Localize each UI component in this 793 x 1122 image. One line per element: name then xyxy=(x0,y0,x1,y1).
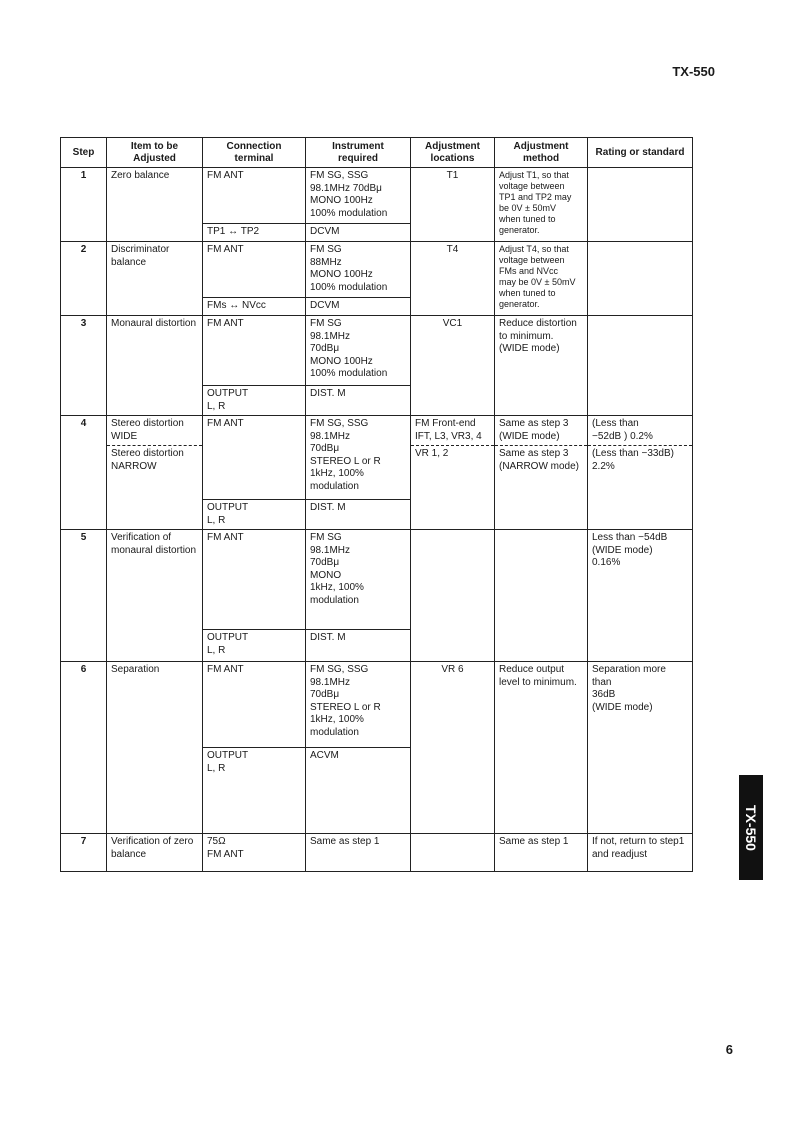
connection-terminal: FM ANT xyxy=(203,416,306,500)
instrument-required: FM SG, SSG 98.1MHz 70dBμ STEREO L or R 1kHz, 100% modulation xyxy=(306,662,411,748)
instrument-required: DCVM xyxy=(306,298,411,316)
instrument-required: FM SG 98.1MHz 70dBμ MONO 100Hz 100% modulation xyxy=(306,316,411,386)
connection-terminal: OUTPUT L, R xyxy=(203,748,306,834)
connection-terminal: FM ANT xyxy=(203,530,306,630)
rating: (Less than −52dB ) 0.2% xyxy=(588,416,693,446)
instrument-required: FM SG, SSG 98.1MHz 70dBμ STEREO L or R 1kHz, 100% modulation xyxy=(306,416,411,500)
step-number: 2 xyxy=(61,242,107,316)
item-adjusted: Zero balance xyxy=(107,168,203,242)
adjustment-method: Adjust T1, so that voltage between TP1 and TP2 may be 0V ± 50mV when tuned to generator. xyxy=(495,168,588,242)
step-number: 7 xyxy=(61,834,107,872)
connection-terminal: FM ANT xyxy=(203,316,306,386)
adjustment-location: VC1 xyxy=(411,316,495,416)
item-adjusted: Separation xyxy=(107,662,203,834)
step-number: 3 xyxy=(61,316,107,416)
header-instrument: Instrument required xyxy=(306,138,411,168)
adjustment-location: FM Front-end IFT, L3, VR3, 4 xyxy=(411,416,495,446)
side-tab-label: TX-550 xyxy=(743,804,759,851)
instrument-required: FM SG 98.1MHz 70dBμ MONO 1kHz, 100% modulation xyxy=(306,530,411,630)
rating: If not, return to step1 and readjust xyxy=(588,834,693,872)
step-1 xyxy=(61,168,693,242)
connection-terminal: FM ANT xyxy=(203,662,306,748)
adjustment-location: T4 xyxy=(411,242,495,316)
connection-terminal: TP1 ↔ TP2 xyxy=(203,224,306,242)
instrument-required: DIST. M xyxy=(306,500,411,530)
instrument-required: DIST. M xyxy=(306,386,411,416)
rating xyxy=(588,168,693,242)
step-6 xyxy=(61,662,693,834)
adjustment-method: Same as step 3 (NARROW mode) xyxy=(495,446,588,530)
instrument-required: ACVM xyxy=(306,748,411,834)
step-5 xyxy=(61,530,693,662)
header-locations: Adjustment locations xyxy=(411,138,495,168)
adjustment-method: Same as step 1 xyxy=(495,834,588,872)
adjustment-location: VR 6 xyxy=(411,662,495,834)
adjustment-method: Adjust T4, so that voltage between FMs and NVcc may be 0V ± 50mV when tuned to generator. xyxy=(495,242,588,316)
rating xyxy=(588,316,693,416)
step-number: 6 xyxy=(61,662,107,834)
step-number: 1 xyxy=(61,168,107,242)
page-number: 6 xyxy=(725,1042,733,1057)
instrument-required: FM SG 88MHz MONO 100Hz 100% modulation xyxy=(306,242,411,298)
connection-terminal: FM ANT xyxy=(203,242,306,298)
connection-terminal: FMs ↔ NVcc xyxy=(203,298,306,316)
item-adjusted: Verification of monaural distortion xyxy=(107,530,203,662)
item-adjusted: Stereo distortion WIDE xyxy=(107,416,203,446)
header-item: Item to be Adjusted xyxy=(107,138,203,168)
adjustment-table xyxy=(60,137,693,872)
instrument-required: DIST. M xyxy=(306,630,411,662)
instrument-required: DCVM xyxy=(306,224,411,242)
adjustment-location: T1 xyxy=(411,168,495,242)
adjustment-location xyxy=(411,500,495,530)
section-side-tab xyxy=(739,775,763,880)
connection-terminal: OUTPUT L, R xyxy=(203,386,306,416)
connection-terminal: OUTPUT L, R xyxy=(203,500,306,530)
item-adjusted: Discriminator balance xyxy=(107,242,203,316)
adjustment-method: Reduce distortion to minimum. (WIDE mode) xyxy=(495,316,588,416)
header-rating: Rating or standard xyxy=(588,138,693,168)
step-2 xyxy=(61,242,693,316)
step-number: 4 xyxy=(61,416,107,530)
header-step: Step xyxy=(61,138,107,168)
rating xyxy=(588,242,693,316)
step-3 xyxy=(61,316,693,416)
step-4 xyxy=(61,416,693,530)
connection-terminal: OUTPUT L, R xyxy=(203,630,306,662)
header-method: Adjustment method xyxy=(495,138,588,168)
adjustment-method: Reduce output level to minimum. xyxy=(495,662,588,834)
connection-terminal: FM ANT xyxy=(203,168,306,224)
step-7 xyxy=(61,834,693,872)
rating: Less than −54dB (WIDE mode) 0.16% xyxy=(588,530,693,662)
item-adjusted: Monaural distortion xyxy=(107,316,203,416)
rating: Separation more than 36dB (WIDE mode) xyxy=(588,662,693,834)
instrument-required: Same as step 1 xyxy=(306,834,411,872)
adjustment-method xyxy=(495,530,588,662)
adjustment-location xyxy=(411,530,495,662)
connection-terminal: 75Ω FM ANT xyxy=(203,834,306,872)
header-row xyxy=(61,138,693,168)
step-number: 5 xyxy=(61,530,107,662)
adjustment-location xyxy=(411,834,495,872)
rating: (Less than −33dB) 2.2% xyxy=(588,446,693,530)
adjustment-method: Same as step 3 (WIDE mode) xyxy=(495,416,588,446)
adjustment-location: VR 1, 2 xyxy=(411,446,495,500)
instrument-required: FM SG, SSG 98.1MHz 70dBμ MONO 100Hz 100% modulation xyxy=(306,168,411,224)
model-number: TX-550 xyxy=(672,64,715,79)
item-adjusted: Stereo distortion NARROW xyxy=(107,446,203,530)
item-adjusted: Verification of zero balance xyxy=(107,834,203,872)
header-connection: Connection terminal xyxy=(203,138,306,168)
